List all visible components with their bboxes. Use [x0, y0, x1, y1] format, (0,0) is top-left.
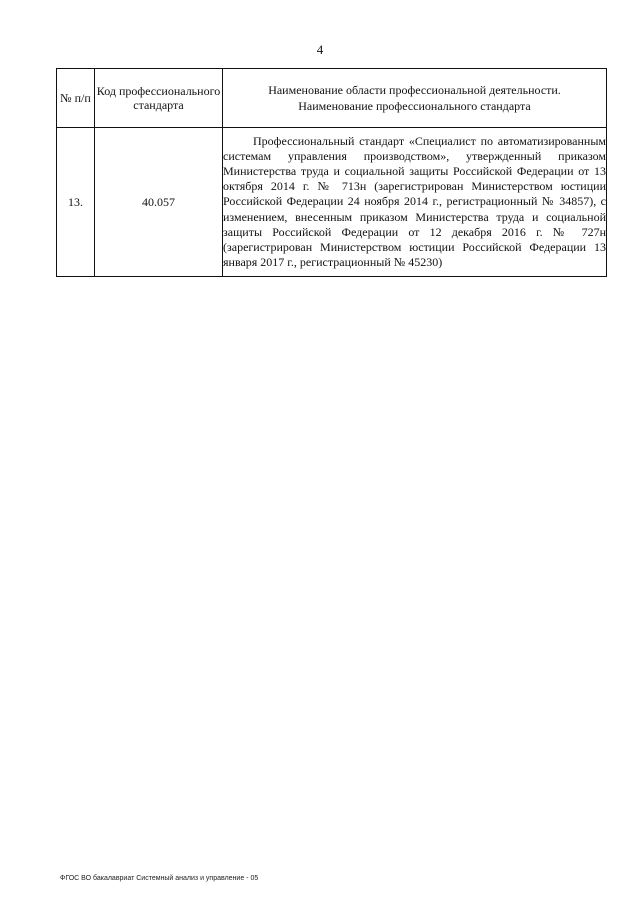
table-row — [57, 128, 607, 277]
row-standard-name: Профессиональный стандарт «Специалист по автоматизированным системам управления производством», утвержденный приказом Министерства труда и социальной защиты Российской Федерации от 13 октября 2014 г. № 713н (зарегистрирован Министерством юстиции Российской Федерации 24 ноября 2014 г., регистрационный № 34857), с изменением, внесенным приказом Министерства труда и социальной защиты Российской Федерации от 12 декабря 2016 г. № 727н (зарегистрирован Министерством юстиции Российской Федерации 13 января 2017 г., регистрационный № 45230) — [223, 128, 607, 277]
header-name — [223, 69, 607, 128]
header-number: № п/п — [57, 69, 95, 128]
page-number: 4 — [316, 42, 324, 57]
header-name-line-2: Наименование профессионального стандарта — [298, 99, 531, 113]
header-name-line-1: Наименование области профессиональной деятельности. — [268, 83, 561, 97]
footer-text: ФГОС ВО бакалавриат Системный анализ и управление - 05 — [60, 875, 259, 882]
row-code: 40.057 — [95, 128, 223, 277]
professional-standards-table — [56, 68, 607, 277]
table-header-row — [57, 69, 607, 128]
header-code: Код профессионального стандарта — [95, 69, 223, 128]
row-number: 13. — [57, 128, 95, 277]
